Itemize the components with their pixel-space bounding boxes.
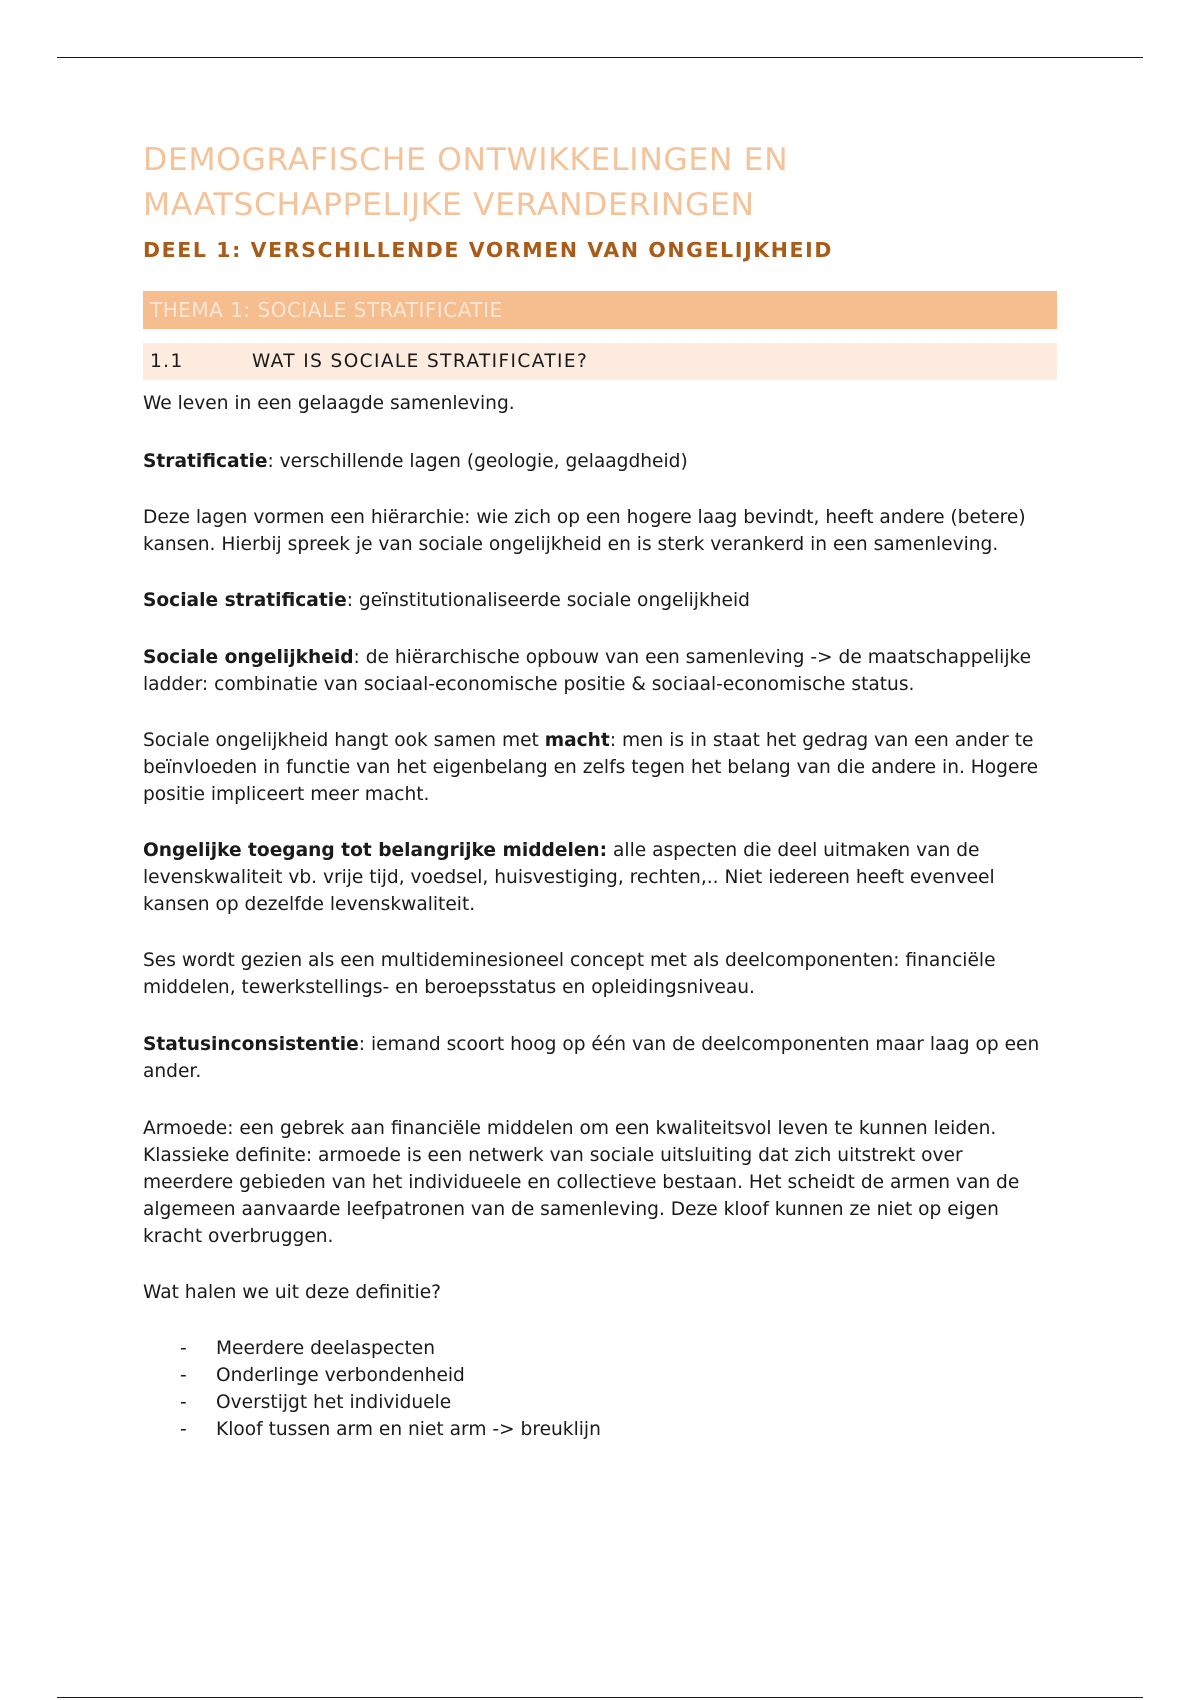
list-item: - Overstijgt het individuele (143, 1389, 1057, 1416)
term: Ongelijke toegang tot belangrijke middelen: (143, 840, 608, 861)
term: macht (544, 730, 610, 751)
list-item: - Meerdere deelaspecten (143, 1335, 1057, 1362)
paragraph-armoede: Armoede: een gebrek aan financiële middelen om een kwaliteitsvol leven te kunnen leiden. Klassieke definite: armoede is een netwerk van sociale uitsluiting dat zich uitstrekt over meerdere gebieden van het individueele en collectieve bestaan. Het scheidt de armen van de algemeen aanvaarde leefpatronen van de samenleving. Deze kloof kunnen ze niet op eigen kracht overbruggen. (143, 1118, 1020, 1247)
list-marker: - (180, 1419, 187, 1440)
term: Stratificatie (143, 451, 268, 472)
paragraph: We leven in een gelaagde samenleving. (143, 393, 515, 414)
header-rule (57, 57, 1143, 58)
section-heading (143, 343, 1057, 380)
bullet-list (143, 1335, 1057, 1443)
paragraph: Ses wordt gezien als een multideminesioneel concept met als deelcomponenten: financiële middelen, tewerkstellings- en beroepsstatus en opleidingsniveau. (143, 950, 996, 998)
paragraph: Wat halen we uit deze definitie? (143, 1282, 441, 1303)
definition-ongelijke-toegang: Ongelijke toegang tot belangrijke middelen: alle aspecten die deel uitmaken van de levenskwaliteit vb. vrije tijd, voedsel, huisvestiging, rechten,.. Niet iedereen heeft evenveel kansen op dezelfde levenskwaliteit. (143, 840, 995, 915)
list-item: - Kloof tussen arm en niet arm -> breuklijn (143, 1416, 1057, 1443)
part-heading: DEEL 1: VERSCHILLENDE VORMEN VAN ONGELIJKHEID (143, 238, 833, 262)
document-title (143, 138, 1057, 228)
list-marker: - (180, 1365, 187, 1386)
footer-rule (57, 1697, 1143, 1698)
list-marker: - (180, 1338, 187, 1359)
title-line-2: MAATSCHAPPELIJKE VERANDERINGEN (143, 187, 755, 223)
list-item: - Onderlinge verbondenheid (143, 1362, 1057, 1389)
document-body (143, 138, 1057, 1443)
paragraph-macht: Sociale ongelijkheid hangt ook samen met macht: men is in staat het gedrag van een ander te beïnvloeden in functie van het eigenbelang en zelfs tegen het belang van die andere in. Hogere positie impliceert meer macht. (143, 730, 1039, 805)
definition-sociale-stratificatie: Sociale stratificatie: geïnstitutionaliseerde sociale ongelijkheid (143, 590, 750, 611)
section-number: 1.1 (150, 351, 184, 372)
term: Statusinconsistentie (143, 1034, 359, 1055)
definition-stratificatie: Stratificatie: verschillende lagen (geologie, gelaagdheid) (143, 451, 688, 472)
title-line-1: DEMOGRAFISCHE ONTWIKKELINGEN EN (143, 142, 789, 178)
definition-statusinconsistentie: Statusinconsistentie: iemand scoort hoog op één van de deelcomponenten maar laag op een ander. (143, 1034, 1040, 1082)
section-title: WAT IS SOCIALE STRATIFICATIE? (252, 351, 589, 372)
paragraph: Deze lagen vormen een hiërarchie: wie zich op een hogere laag bevindt, heeft andere (betere) kansen. Hierbij spreek je van sociale ongelijkheid en is sterk verankerd in een samenleving. (143, 507, 1026, 555)
theme-heading: THEMA 1: SOCIALE STRATIFICATIE (143, 291, 1057, 329)
term: Sociale stratificatie (143, 590, 347, 611)
term: Sociale ongelijkheid (143, 647, 354, 668)
definition-sociale-ongelijkheid: Sociale ongelijkheid: de hiërarchische opbouw van een samenleving -> de maatschappelijke ladder: combinatie van sociaal-economische positie & sociaal-economische status. (143, 647, 1032, 695)
list-marker: - (180, 1392, 187, 1413)
body-text (143, 390, 1057, 1443)
